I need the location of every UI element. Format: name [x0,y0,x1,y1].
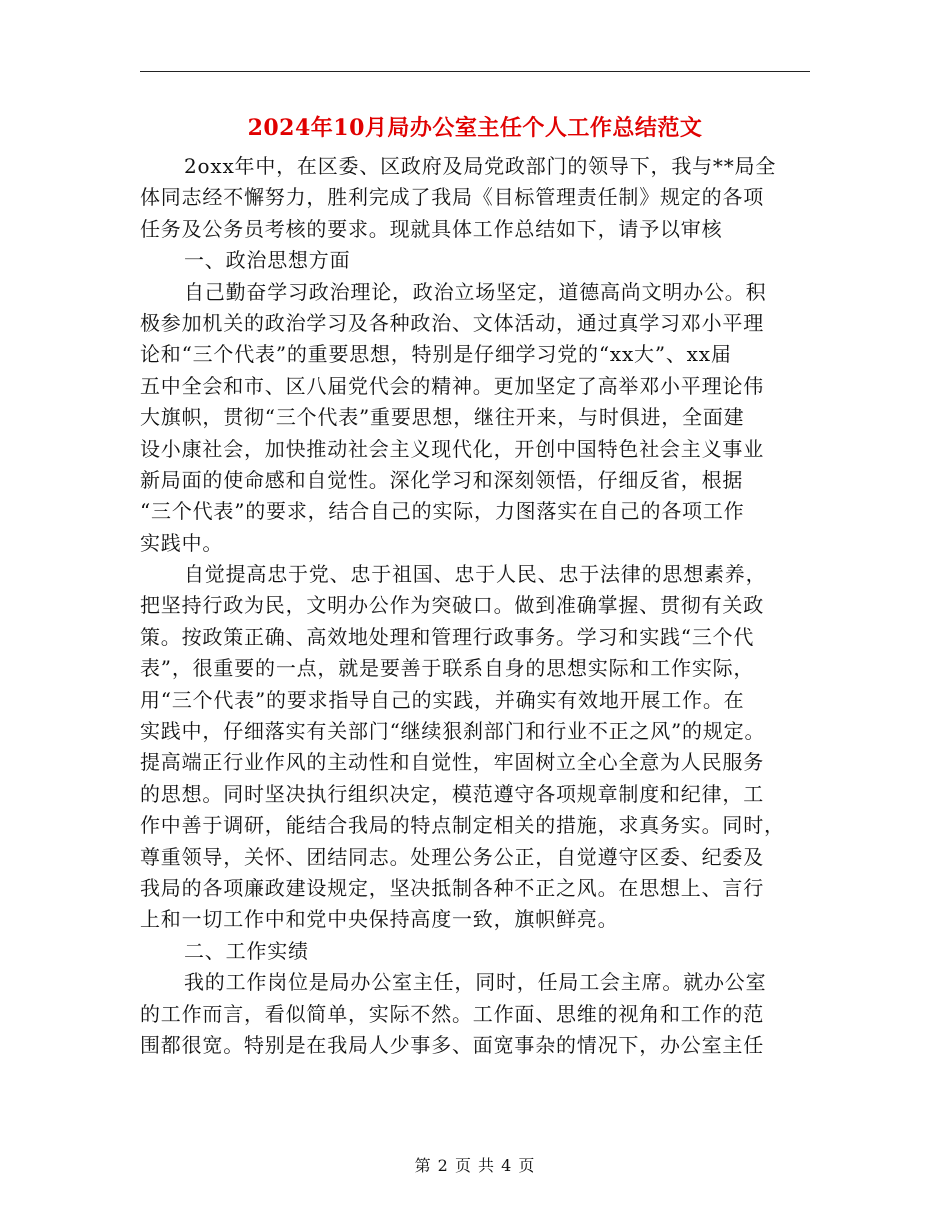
text-line: 尊重领导，关怀、团结同志。处理公务公正，自觉遵守区委、纪委及 [140,844,764,869]
text-line: 极参加机关的政治学习及各种政治、文体活动，通过真学习邓小平理 [140,310,764,335]
text-line: 自己勤奋学习政治理论，政治立场坚定，道德高尚文明办公。积 [184,279,767,304]
text-line: 论和“三个代表”的重要思想，特别是仔细学习党的“xx大”、xx届 [140,342,732,367]
text-line: 设小康社会，加快推动社会主义现代化，开创中国特色社会主义事业 [140,436,764,461]
text-line: 上和一切工作中和党中央保持高度一致，旗帜鲜亮。 [140,907,619,932]
text-line: 五中全会和市、区八届党代会的精神。更加坚定了高举邓小平理论伟 [140,373,764,398]
text-line: 的工作而言，看似简单，实际不然。工作面、思维的视角和工作的范 [140,1001,764,1026]
text-line: 实践中。 [140,530,224,555]
text-line: 大旗帜，贯彻“三个代表”重要思想，继往开来，与时俱进，全面建 [140,405,745,430]
text-line: 体同志经不懈努力，胜利完成了我局《目标管理责任制》规定的各项 [140,185,764,210]
header-rule [140,71,810,72]
text-line: 提高端正行业作风的主动性和自觉性，牢固树立全心全意为人民服务 [140,750,764,775]
document-title: 2024年10月局办公室主任个人工作总结范文 [247,115,703,141]
text-line: 自觉提高忠于党、忠于祖国、忠于人民、忠于法律的思想素养， [184,562,767,587]
text-line: “三个代表”的要求，结合自己的实际，力图落实在自己的各项工作 [140,499,745,524]
text-line: 围都很宽。特别是在我局人少事多、面宽事杂的情况下，办公室主任 [140,1032,764,1057]
text-line: 用“三个代表”的要求指导自己的实践，并确实有效地开展工作。在 [140,687,745,712]
page-number: 第 2 页 共 4 页 [414,1156,536,1175]
text-line: 二、工作实绩 [184,938,309,963]
document-body [140,151,820,1061]
text-line: 把坚持行政为民，文明办公作为突破口。做到准确掌握、贯彻有关政 [140,593,764,618]
text-line: 策。按政策正确、高效地处理和管理行政事务。学习和实践“三个代 [140,624,755,649]
text-line: 我局的各项廉政建设规定，坚决抵制各种不正之风。在思想上、言行 [140,875,764,900]
text-line: 我的工作岗位是局办公室主任，同时，任局工会主席。就办公室 [184,970,767,995]
text-line: 一、政治思想方面 [184,248,351,273]
text-line: 任务及公务员考核的要求。现就具体工作总结如下，请予以审核 [140,216,723,241]
text-line: 新局面的使命感和自觉性。深化学习和深刻领悟，仔细反省，根据 [140,467,744,492]
text-line: 实践中，仔细落实有关部门“继续狠刹部门和行业不正之风”的规定。 [140,719,766,744]
text-line: 作中善于调研，能结合我局的特点制定相关的措施，求真务实。同时， [140,813,785,838]
text-line: 的思想。同时坚决执行组织决定，模范遵守各项规章制度和纪律，工 [140,781,764,806]
text-line: 表”，很重要的一点，就是要善于联系自身的思想实际和工作实际， [140,656,755,681]
text-line: 2oxx年中，在区委、区政府及局党政部门的领导下，我与**局全 [184,154,777,178]
